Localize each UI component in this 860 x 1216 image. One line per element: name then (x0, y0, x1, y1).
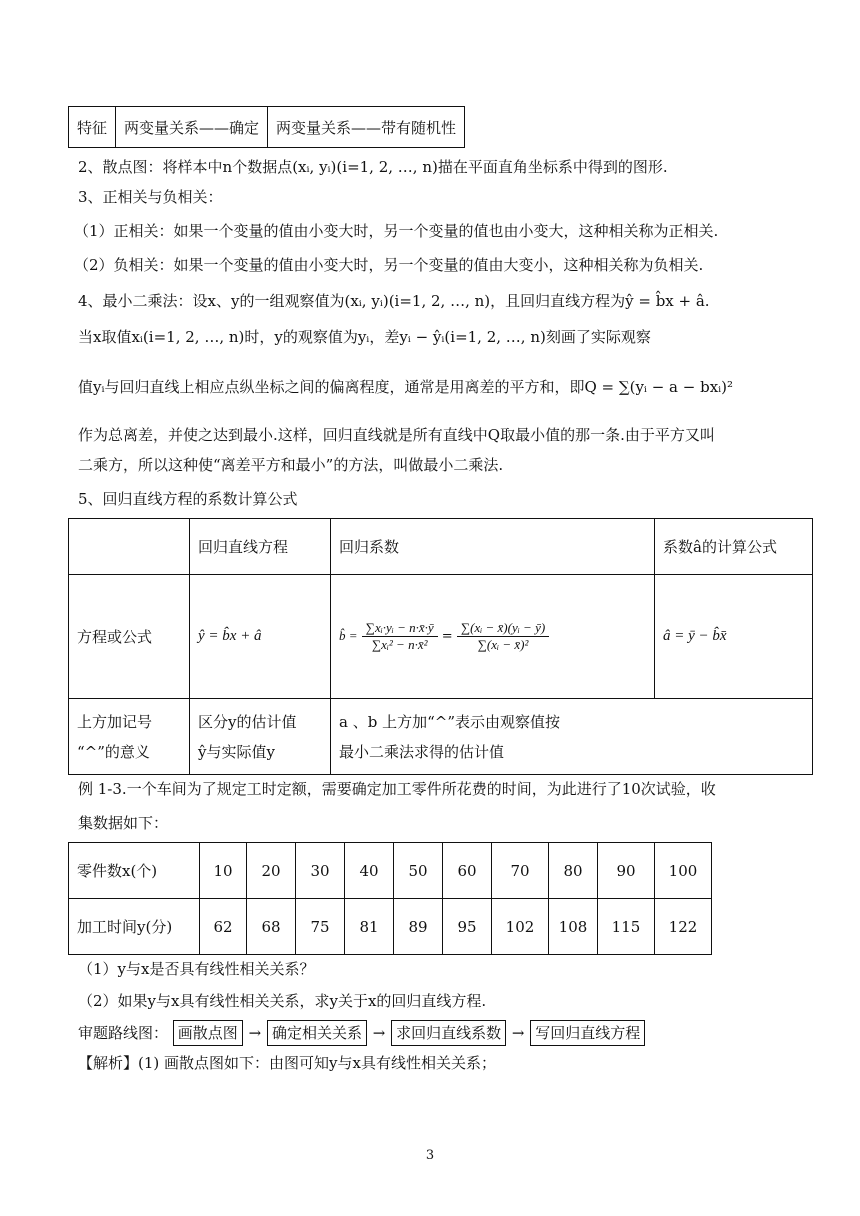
data-table (68, 842, 712, 955)
analysis-text: 【解析】(1) 画散点图如下：由图可知y与x具有线性相关关系； (78, 1054, 496, 1072)
cell-x-value: 30 (296, 843, 345, 899)
correlation-heading: 3、正相关与负相关： (78, 188, 223, 206)
b-hat-numerator-1: ∑xᵢ·yᵢ − n·x̄·ȳ (362, 620, 438, 637)
hat-meaning-distinction-line-1: 区分y的估计值 (198, 712, 297, 731)
least-squares-line-2: 当x取值xᵢ(i=1, 2, …, n)时，y的观察值为yᵢ，差yᵢ − ŷᵢ(i=1, 2, …, n)刻画了实际观察 (78, 328, 651, 346)
coef-header-blank (69, 519, 190, 575)
cell-y-value: 122 (655, 899, 712, 955)
b-hat-numerator-2: ∑(xᵢ − x̄)(yᵢ − ȳ) (457, 620, 549, 637)
hat-meaning-explanation-line-2: 最小二乘法求得的估计值 (339, 742, 505, 761)
example-line-2: 集数据如下： (78, 814, 169, 832)
least-squares-line-1: 4、最小二乘法：设x、y的一组观察值为(xᵢ, yᵢ)(i=1, 2, …, n)，且回归直线方程为ŷ = b̂x + â. (78, 292, 710, 310)
equals-sign: = (441, 629, 453, 644)
coef-row-formula-label: 方程或公式 (69, 575, 190, 699)
hat-meaning-label-line-2: “^”的意义 (77, 742, 150, 761)
hat-meaning-label-line-1: 上方加记号 (77, 712, 153, 731)
b-hat-symbol: b̂ = (339, 628, 358, 643)
cell-y-value: 89 (394, 899, 443, 955)
route-step-2: 确定相关关系 (267, 1020, 367, 1046)
cell-y-value: 95 (443, 899, 492, 955)
coef-heading: 5、回归直线方程的系数计算公式 (78, 490, 298, 508)
cell-x-value: 90 (598, 843, 655, 899)
scatter-definition: 2、散点图：将样本中n个数据点(xᵢ, yᵢ)(i=1, 2, …, n)描在平面直角坐标系中得到的图形. (78, 158, 668, 176)
cell-y-value: 62 (200, 899, 247, 955)
hat-meaning-explanation-line-1: a 、b 上方加“^”表示由观察值按 (339, 712, 560, 731)
route-step-1: 画散点图 (173, 1020, 243, 1046)
cell-x-value: 10 (200, 843, 247, 899)
page-number: 3 (425, 1148, 435, 1163)
row-label-parts: 零件数x(个) (69, 843, 200, 899)
coefficient-table (68, 518, 813, 775)
feature-cell-random: 两变量关系——带有随机性 (268, 107, 465, 148)
feature-table (68, 106, 465, 148)
cell-y-value: 75 (296, 899, 345, 955)
cell-x-value: 60 (443, 843, 492, 899)
a-hat-formula: â = ȳ − b̂x̄ (655, 575, 813, 699)
cell-x-value: 70 (492, 843, 549, 899)
coef-header-coefficients: 回归系数 (331, 519, 655, 575)
route-label: 审题路线图： (78, 1024, 169, 1042)
table-row (69, 843, 712, 899)
cell-x-value: 100 (655, 843, 712, 899)
cell-x-value: 50 (394, 843, 443, 899)
hat-meaning-distinction-line-2: ŷ与实际值y (198, 742, 275, 761)
regression-equation: ŷ = b̂x + â (190, 575, 331, 699)
table-row (69, 899, 712, 955)
b-hat-fraction-1 (362, 620, 438, 653)
positive-correlation: （1）正相关：如果一个变量的值由小变大时，另一个变量的值也由小变大，这种相关称为正相关. (74, 222, 719, 240)
route-map (78, 1020, 645, 1046)
cell-x-value: 80 (549, 843, 598, 899)
arrow-right-icon: → (511, 1024, 525, 1042)
cell-x-value: 20 (247, 843, 296, 899)
coef-header-equation: 回归直线方程 (190, 519, 331, 575)
question-1: （1）y与x是否具有线性相关关系？ (78, 960, 315, 978)
cell-x-value: 40 (345, 843, 394, 899)
route-step-3: 求回归直线系数 (391, 1020, 506, 1046)
negative-correlation: （2）负相关：如果一个变量的值由小变大时，另一个变量的值由大变小，这种相关称为负相关. (74, 256, 704, 274)
feature-cell-deterministic: 两变量关系——确定 (116, 107, 268, 148)
cell-y-value: 115 (598, 899, 655, 955)
feature-cell-label: 特征 (69, 107, 116, 148)
question-2: （2）如果y与x具有线性相关关系，求y关于x的回归直线方程. (78, 992, 487, 1010)
hat-meaning-label (69, 699, 190, 775)
arrow-right-icon: → (372, 1024, 386, 1042)
hat-meaning-explanation (331, 699, 813, 775)
row-label-time: 加工时间y(分) (69, 899, 200, 955)
route-step-4: 写回归直线方程 (530, 1020, 645, 1046)
b-hat-denominator-1: ∑xᵢ² − n·x̄² (371, 637, 428, 652)
b-hat-fraction-2 (457, 620, 549, 653)
least-squares-line-4: 作为总离差，并使之达到最小.这样，回归直线就是所有直线中Q取最小值的那一条.由于平方又叫 (78, 426, 715, 444)
cell-y-value: 81 (345, 899, 394, 955)
arrow-right-icon: → (248, 1024, 262, 1042)
example-line-1: 例 1-3.一个车间为了规定工时定额，需要确定加工零件所花费的时间，为此进行了10次试验，收 (78, 780, 716, 798)
least-squares-line-3: 值yᵢ与回归直线上相应点纵坐标之间的偏离程度，通常是用离差的平方和，即Q = ∑(yᵢ − a − bxᵢ)² (78, 378, 734, 396)
cell-y-value: 108 (549, 899, 598, 955)
coef-header-a-formula: 系数â的计算公式 (655, 519, 813, 575)
hat-meaning-distinction (190, 699, 331, 775)
b-hat-denominator-2: ∑(xᵢ − x̄)² (477, 637, 529, 652)
least-squares-line-5: 二乘方，所以这种使“离差平方和最小”的方法，叫做最小二乘法. (78, 456, 504, 474)
cell-y-value: 102 (492, 899, 549, 955)
cell-y-value: 68 (247, 899, 296, 955)
b-hat-formula (331, 575, 655, 699)
